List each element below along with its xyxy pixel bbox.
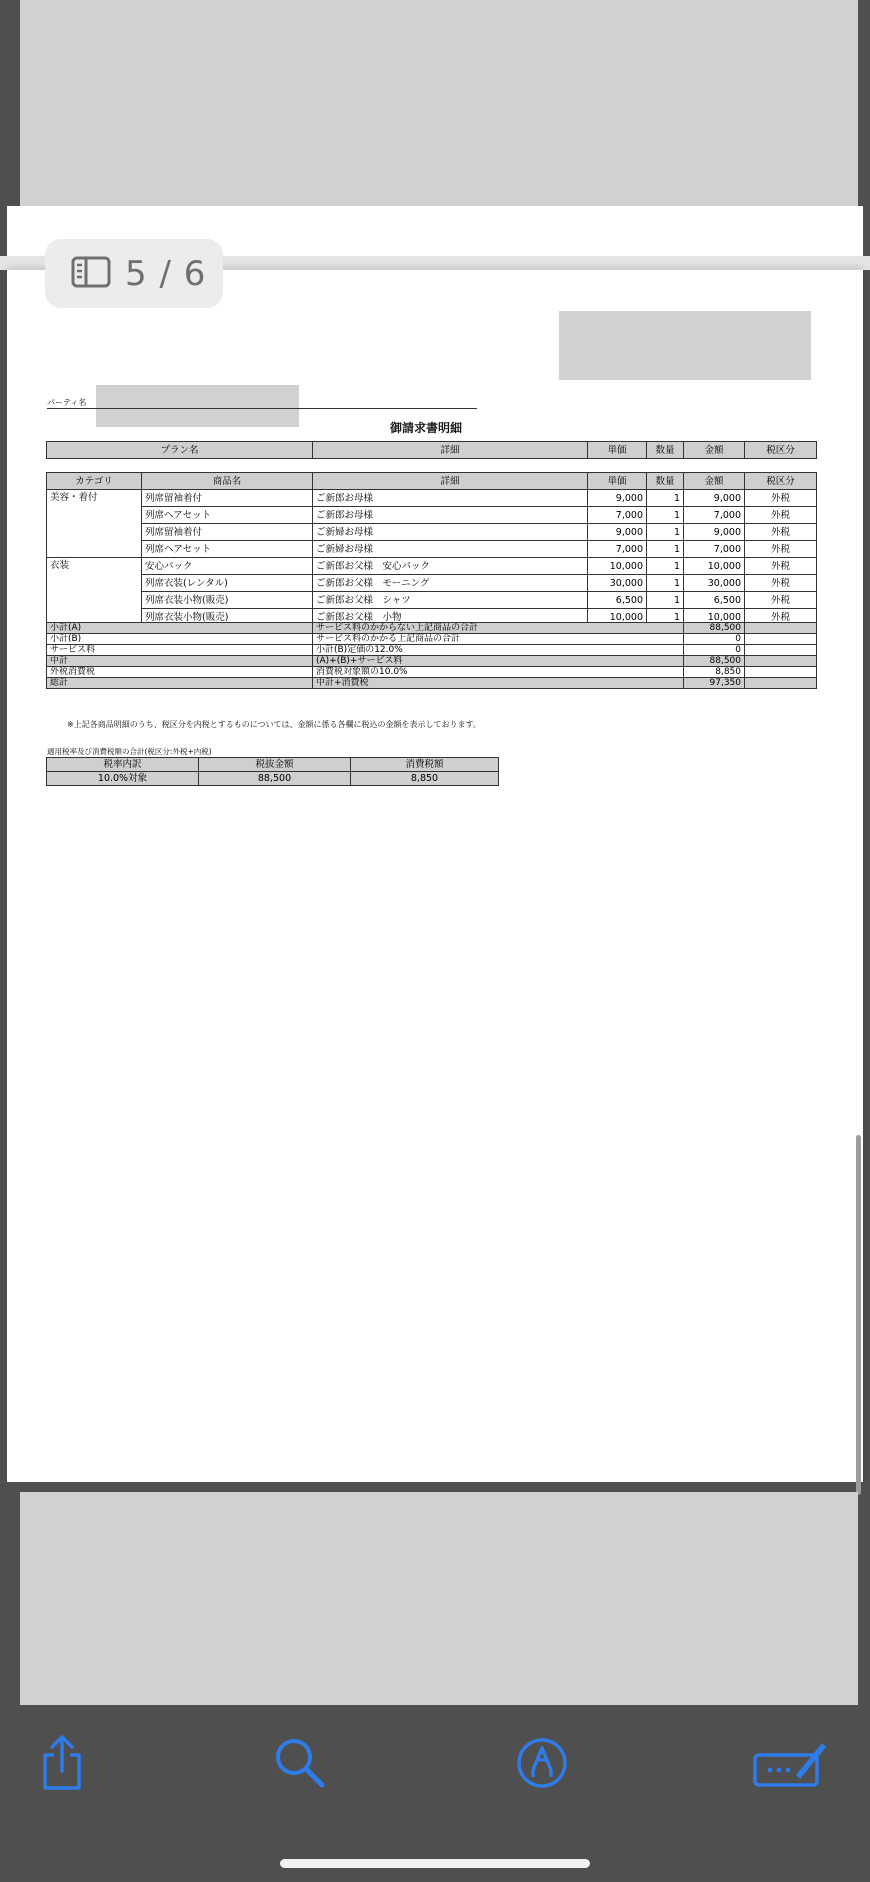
detail-cell: ご新婦お母様 (313, 524, 588, 541)
summary-label: 小計(A) (47, 623, 313, 634)
item-header-amount: 金額 (684, 473, 745, 490)
redacted-logo (559, 311, 811, 380)
summary-detail: 小計(B)定価の12.0% (313, 645, 684, 656)
plan-header-amount: 金額 (684, 442, 745, 459)
tax-amount-cell: 8,850 (351, 772, 499, 786)
tax-header-tax: 消費税額 (351, 758, 499, 772)
summary-blank (745, 634, 817, 645)
price-cell: 6,500 (588, 592, 647, 609)
qty-cell: 1 (647, 507, 684, 524)
tax-header-base: 税抜金額 (199, 758, 351, 772)
amount-cell: 10,000 (684, 558, 745, 575)
summary-label: 小計(B) (47, 634, 313, 645)
product-cell: 安心パック (142, 558, 313, 575)
summary-label: サービス料 (47, 645, 313, 656)
share-button[interactable] (22, 1725, 102, 1805)
category-cell: 衣装 (47, 558, 142, 626)
tax-header-rate: 税率内訳 (47, 758, 199, 772)
detail-cell: ご新郎お父様 モーニング (313, 575, 588, 592)
detail-cell: ご新郎お父様 シャツ (313, 592, 588, 609)
home-indicator (280, 1859, 590, 1868)
item-header-qty: 数量 (647, 473, 684, 490)
document-title: 御請求書明細 (390, 421, 463, 435)
detail-cell: ご新婦お母様 (313, 541, 588, 558)
redacted-party-name (96, 385, 299, 427)
search-button[interactable] (260, 1725, 340, 1805)
detail-cell: ご新郎お父様 安心パック (313, 558, 588, 575)
plan-header-detail: 詳細 (313, 442, 588, 459)
summary-label: 総計 (47, 678, 313, 689)
table-row (47, 541, 817, 558)
tax-type-cell: 外税 (745, 558, 817, 575)
product-cell: 列席ヘアセット (142, 507, 313, 524)
party-name-underline (47, 408, 477, 409)
amount-cell: 9,000 (684, 490, 745, 507)
summary-label: 外税消費税 (47, 667, 313, 678)
markup-button[interactable] (502, 1725, 582, 1805)
summary-blank (745, 656, 817, 667)
amount-cell: 30,000 (684, 575, 745, 592)
party-name-label: パーティ名 (47, 398, 87, 407)
summary-table (46, 622, 817, 689)
product-cell: 列席衣装小物(販売) (142, 592, 313, 609)
price-cell: 7,000 (588, 541, 647, 558)
summary-detail: 中計+消費税 (313, 678, 684, 689)
table-row (47, 592, 817, 609)
footnote: ※上記各商品明細のうち、税区分を内税とするものについては、金額に係る各欄に税込の金額を表示しております。 (67, 720, 481, 729)
price-cell: 9,000 (588, 490, 647, 507)
table-row (47, 524, 817, 541)
summary-row (47, 678, 817, 689)
summary-row (47, 645, 817, 656)
summary-row (47, 656, 817, 667)
tax-type-cell: 外税 (745, 507, 817, 524)
summary-row (47, 667, 817, 678)
summary-blank (745, 645, 817, 656)
qty-cell: 1 (647, 558, 684, 575)
tax-type-cell: 外税 (745, 592, 817, 609)
tax-base-cell: 88,500 (199, 772, 351, 786)
summary-amount: 88,500 (684, 623, 745, 634)
product-cell: 列席衣装(レンタル) (142, 575, 313, 592)
share-icon (37, 1733, 87, 1797)
tax-type-cell: 外税 (745, 490, 817, 507)
redacted-region-top (20, 0, 858, 206)
amount-cell: 7,000 (684, 507, 745, 524)
price-cell: 10,000 (588, 609, 647, 626)
item-header-tax: 税区分 (745, 473, 817, 490)
table-row (47, 558, 817, 575)
tax-summary-table (46, 757, 499, 786)
product-cell: 列席衣装小物(販売) (142, 609, 313, 626)
table-row (47, 507, 817, 524)
tax-row (47, 772, 499, 786)
qty-cell: 1 (647, 524, 684, 541)
qty-cell: 1 (647, 490, 684, 507)
page-number-label: 5 / 6 (125, 253, 207, 294)
summary-amount: 97,350 (684, 678, 745, 689)
detail-cell: ご新郎お父様 小物 (313, 609, 588, 626)
tax-type-cell: 外税 (745, 541, 817, 558)
table-row (47, 490, 817, 507)
plan-table (46, 441, 817, 459)
category-cell: 美容・着付 (47, 490, 142, 558)
tax-rate-cell: 10.0%対象 (47, 772, 199, 786)
amount-cell: 9,000 (684, 524, 745, 541)
tax-summary-caption: 適用税率及び消費税額の合計(税区分:外税+内税) (47, 747, 212, 756)
summary-blank (745, 623, 817, 634)
qty-cell: 1 (647, 592, 684, 609)
price-cell: 7,000 (588, 507, 647, 524)
product-cell: 列席留袖着付 (142, 524, 313, 541)
detail-cell: ご新郎お母様 (313, 490, 588, 507)
redacted-region-bottom (20, 1492, 858, 1705)
summary-detail: サービス料のかかる上記商品の合計 (313, 634, 684, 645)
plan-header-tax: 税区分 (745, 442, 817, 459)
amount-cell: 7,000 (684, 541, 745, 558)
tax-type-cell: 外税 (745, 524, 817, 541)
summary-detail: サービス料のかからない上記商品の合計 (313, 623, 684, 634)
product-cell: 列席ヘアセット (142, 541, 313, 558)
summary-amount: 0 (684, 645, 745, 656)
plan-header-qty: 数量 (647, 442, 684, 459)
product-cell: 列席留袖着付 (142, 490, 313, 507)
table-row (47, 575, 817, 592)
annotate-button[interactable] (750, 1725, 830, 1805)
price-cell: 30,000 (588, 575, 647, 592)
page-indicator[interactable] (45, 239, 223, 308)
summary-amount: 8,850 (684, 667, 745, 678)
summary-blank (745, 678, 817, 689)
tax-type-cell: 外税 (745, 575, 817, 592)
item-header-detail: 詳細 (313, 473, 588, 490)
summary-detail: 消費税対象額の10.0% (313, 667, 684, 678)
plan-header-price: 単価 (588, 442, 647, 459)
plan-header-name: プラン名 (47, 442, 313, 459)
sidebar-icon (71, 256, 111, 292)
detail-cell: ご新郎お母様 (313, 507, 588, 524)
summary-blank (745, 667, 817, 678)
bottom-toolbar (0, 1705, 870, 1882)
markup-pen-icon (515, 1736, 569, 1794)
qty-cell: 1 (647, 541, 684, 558)
qty-cell: 1 (647, 609, 684, 626)
item-header-product: 商品名 (142, 473, 313, 490)
summary-detail: (A)+(B)+サービス料 (313, 656, 684, 667)
amount-cell: 10,000 (684, 609, 745, 626)
signature-icon (752, 1737, 828, 1793)
scrollbar[interactable] (856, 1135, 861, 1495)
summary-row (47, 623, 817, 634)
qty-cell: 1 (647, 575, 684, 592)
price-cell: 9,000 (588, 524, 647, 541)
item-header-price: 単価 (588, 473, 647, 490)
summary-label: 中計 (47, 656, 313, 667)
search-icon (272, 1735, 328, 1795)
summary-amount: 0 (684, 634, 745, 645)
summary-row (47, 634, 817, 645)
price-cell: 10,000 (588, 558, 647, 575)
summary-amount: 88,500 (684, 656, 745, 667)
amount-cell: 6,500 (684, 592, 745, 609)
item-table (46, 472, 817, 626)
item-header-category: カテゴリ (47, 473, 142, 490)
tax-type-cell: 外税 (745, 609, 817, 626)
